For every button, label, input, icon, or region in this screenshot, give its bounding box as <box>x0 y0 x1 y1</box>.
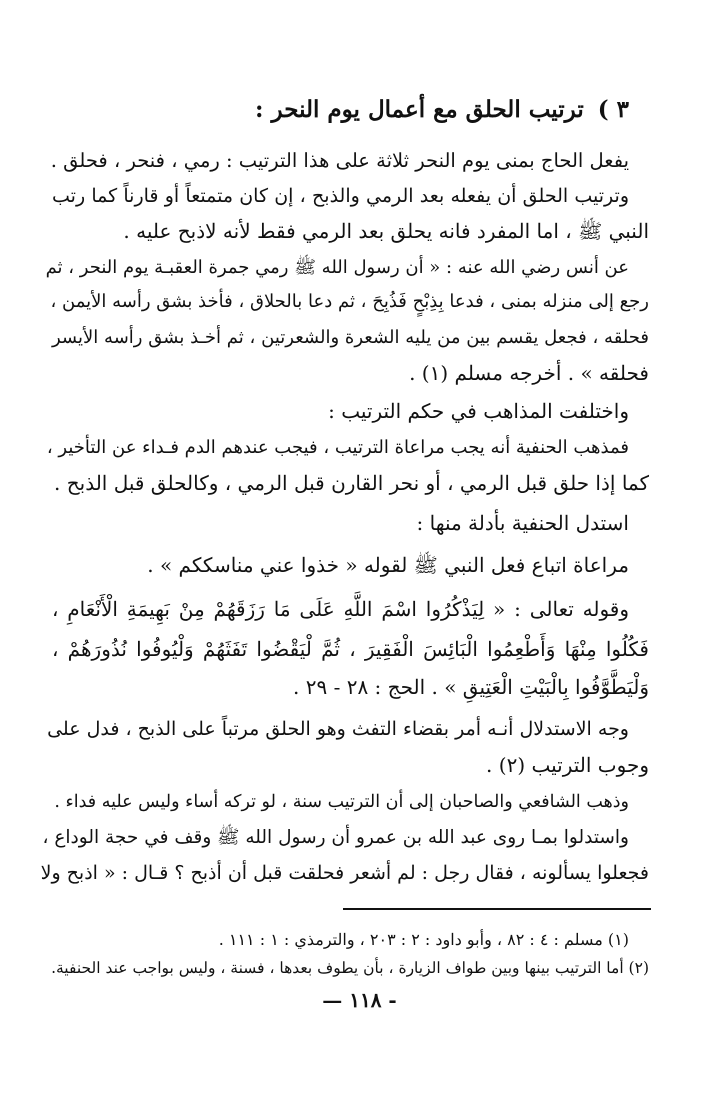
text-line: وترتيب الحلق أن يفعله بعد الرمي والذبح ، إن كان متمتعاً أو قارناً كما رتب <box>52 185 629 207</box>
text-line: مراعاة اتباع فعل النبي ﷺ لقوله « خذوا عني مناسككم » . <box>147 553 629 577</box>
text-line: استدل الحنفية بأدلة منها : <box>416 511 629 535</box>
section-number: ٣ ) <box>597 96 629 123</box>
text-line: فحلقه ، فجعل يقسم بين من يليه الشعرة والشعرتين ، ثم أخـذ بشق رأسه الأيسر <box>52 327 649 348</box>
section-title: ترتيب الحلق مع أعمال يوم النحر : <box>255 96 584 123</box>
text-line: فحلقه » . أخرجه مسلم (١) . <box>409 361 649 385</box>
text-line: وجه الاستدلال أنـه أمر بقضاء التفث وهو الحلق مرتباً على الذبح ، فدل على <box>47 718 629 740</box>
text-line: النبي ﷺ ، اما المفرد فانه يحلق بعد الرمي فقط لأنه لاذبح عليه . <box>123 219 649 243</box>
footnote: (١) مسلم : ٤ : ٨٢ ، وأبو داود : ٢ : ٢٠٣ ، والترمذي : ١ : ١١١ . <box>218 930 629 949</box>
text-line: فمذهب الحنفية أنه يجب مراعاة الترتيب ، فيجب عندهم الدم فـداء عن التأخير ، <box>46 437 629 458</box>
footnote-divider <box>343 908 651 910</box>
text-line: وذهب الشافعي والصاحبان إلى أن الترتيب سنة ، لو تركه أساء وليس عليه فداء . <box>54 792 629 812</box>
text-line: واستدلوا بمـا روى عبد الله بن عمرو أن رسول الله ﷺ وقف في حجة الوداع ، <box>42 827 629 848</box>
text-line: يفعل الحاج بمنى يوم النحر ثلاثة على هذا الترتيب : رمي ، فنحر ، فحلق . <box>50 149 629 172</box>
text-line: رجع إلى منزله بمنى ، فدعا بِذِبْحٍ فَذُبِحَ ، ثم دعا بالحلاق ، فأخذ بشق رأسه الأيمن ، <box>50 291 649 312</box>
text-line: فجعلوا يسألونه ، فقال رجل : لم أشعر فحلقت قبل أن أذبح ؟ قـال : « اذبح ولا <box>40 862 649 884</box>
text-line: وَلْيَطَّوَّفُوا بِالْبَيْتِ الْعَتِيقِ » . الحج : ٢٨ - ٢٩ . <box>293 675 649 699</box>
page-number: — ١١٨ - <box>322 988 397 1012</box>
text-line: فَكُلُوا مِنْهَا وَأَطْعِمُوا الْبَائِسَ الْفَقِيرَ ، ثُمَّ لْيَقْضُوا تَفَثَهُمْ وَلْيُوفُوا نُذُورَهُمْ ، <box>52 637 649 661</box>
text-line: واختلفت المذاهب في حكم الترتيب : <box>328 399 629 423</box>
section-heading <box>255 96 629 123</box>
footnote: (٢) أما الترتيب بينها وبين طواف الزيارة ، بأن يطوف بعدها ، فسنة ، وليس بواجب عند الحنفية. <box>51 959 649 977</box>
text-line: وجوب الترتيب (٢) . <box>486 753 649 777</box>
text-line: وقوله تعالى : « لِيَذْكُرُوا اسْمَ اللَّهِ عَلَى مَا رَزَقَهُمْ مِنْ بَهِيمَةِ الْأَنْعَامِ ، <box>52 597 629 621</box>
text-line: عن أنس رضي الله عنه : « أن رسول الله ﷺ رمي جمرة العقبـة يوم النحر ، ثم <box>45 257 629 278</box>
text-line: كما إذا حلق قبل الرمي ، أو نحر القارن قبل الرمي ، وكالحلق قبل الذبح . <box>54 471 649 495</box>
